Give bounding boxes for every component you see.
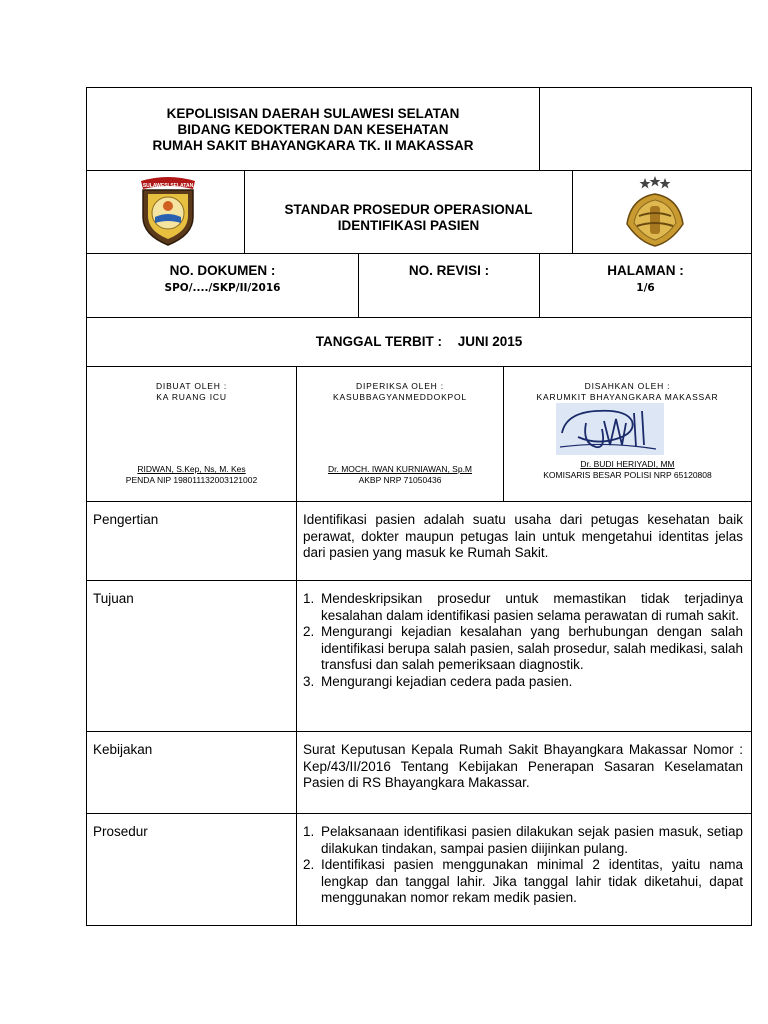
signature-role: DISAHKAN OLEH : [584,381,671,391]
halaman-label: HALAMAN : [607,263,684,278]
signature-footer [87,464,296,486]
tanggal-value: JUNI 2015 [457,334,523,349]
signature-cell-dibuat [87,367,297,501]
section-text: Surat Keputusan Kepala Rumah Sakit Bhayangkara Makassar Nomor : Kep/43/II/2016 Tentang Kebijakan Penerapan Sasaran Keselamatan Pasien di RS Bhayangkara Makassar. [303,742,743,790]
header-row [86,87,752,171]
document-info-row [86,254,752,318]
title-row [86,171,752,254]
section-label: Prosedur [87,814,297,925]
tanggal-label: TANGGAL TERBIT : [315,334,442,349]
section-label: Pengertian [87,502,297,580]
signature-heading [504,381,751,403]
no-dokumen-label: NO. DOKUMEN : [169,263,276,278]
signature-heading [297,381,503,403]
list-item: 1. Mendeskripsikan prosedur untuk memastikan tidak terjadinya kesalahan dalam identifikasi pasien selama perawatan di rumah sakit. [303,591,743,623]
no-dokumen-cell [87,254,359,317]
signature-footer [504,459,751,481]
document-title [245,171,573,253]
institution-header [87,88,540,170]
signature-role: DIBUAT OLEH : [155,381,228,391]
no-revisi-label: NO. REVISI : [408,263,490,278]
title-line-2: IDENTIFIKASI PASIEN [337,218,480,233]
section-label: Tujuan [87,581,297,731]
section-label: Kebijakan [87,732,297,813]
signature-footer [297,464,503,486]
logo-text: SULAWESI SELATAN [142,183,194,189]
signature-name: Dr. BUDI HERIYADI, MM [580,459,675,469]
signature-cell-diperiksa [297,367,504,501]
list-item: 2. Identifikasi pasien menggunakan minimal 2 identitas, yaitu nama lengkap dan tanggal lahir. Jika tanggal lahir tidak diketahui, dapat menggunakan nomor rekam medik pasien. [303,857,743,905]
section-list-cell [297,814,751,925]
tujuan-list [303,591,743,690]
section-pengertian [86,502,752,581]
section-tujuan [86,581,752,732]
signature-id: PENDA NIP 198011132003121002 [125,475,258,485]
header-line-3: RUMAH SAKIT BHAYANGKARA TK. II MAKASSAR [152,138,474,153]
section-prosedur [86,814,752,926]
signature-id: KOMISARIS BESAR POLISI NRP 65120808 [543,470,712,480]
header-blank-cell [540,88,751,170]
list-item: 3. Mengurangi kejadian cedera pada pasien. [303,673,573,689]
halaman-cell [540,254,751,317]
signature-heading [87,381,296,403]
list-item: 2. Mengurangi kejadian kesalahan yang berhubungan dengan salah identifikasi berupa salah pasien, salah prosedur, salah medikasi, salah transfusi dan salah pemeriksaan diagnostik. [303,624,743,672]
section-list-cell [297,581,751,731]
list-item: 1. Pelaksanaan identifikasi pasien dilakukan sejak pasien masuk, setiap dilakukan tindakan, sampai pasien diijinkan pulang. [303,824,743,856]
signature-position: KARUMKIT BHAYANGKARA MAKASSAR [536,392,719,402]
police-emblem-logo-icon [619,176,691,248]
signature-name: RIDWAN, S.Kep, Ns, M. Kes [137,464,246,474]
signature-role: DIPERIKSA OLEH : [356,381,444,391]
signature-name: Dr. MOCH. IWAN KURNIAWAN, Sp.M [327,464,473,474]
signature-position: KA RUANG ICU [156,392,227,402]
signature-id: AKBP NRP 71050436 [358,475,442,485]
header-line-1: KEPOLISISAN DAERAH SULAWESI SELATAN [166,106,460,121]
title-line-1: STANDAR PROSEDUR OPERASIONAL [284,202,533,217]
signature-cell-disahkan [504,367,751,501]
tanggal-terbit [87,318,751,366]
spo-document [86,87,752,926]
signature-row [86,367,752,502]
header-line-2: BIDANG KEDOKTERAN DAN KESEHATAN [177,122,449,137]
halaman-value: 1/6 [636,282,655,294]
section-text: Identifikasi pasien adalah suatu usaha dari petugas kesehatan baik perawat, dokter maupun petugas lain untuk mengetahui identitas jelas dari pasien yang masuk ke Rumah Sakit. [303,512,743,560]
signature-position: KASUBBAGYANMEDDOKPOL [333,392,467,402]
left-logo-cell [87,171,245,253]
right-logo-cell [573,171,751,253]
section-kebijakan [86,732,752,814]
police-shield-logo-icon [135,175,201,247]
no-dokumen-value: SPO/..../SKP/II/2016 [164,282,281,294]
handwritten-signature-icon [556,403,664,455]
no-revisi-cell [359,254,540,317]
prosedur-list [303,824,743,907]
tanggal-row [86,318,752,367]
